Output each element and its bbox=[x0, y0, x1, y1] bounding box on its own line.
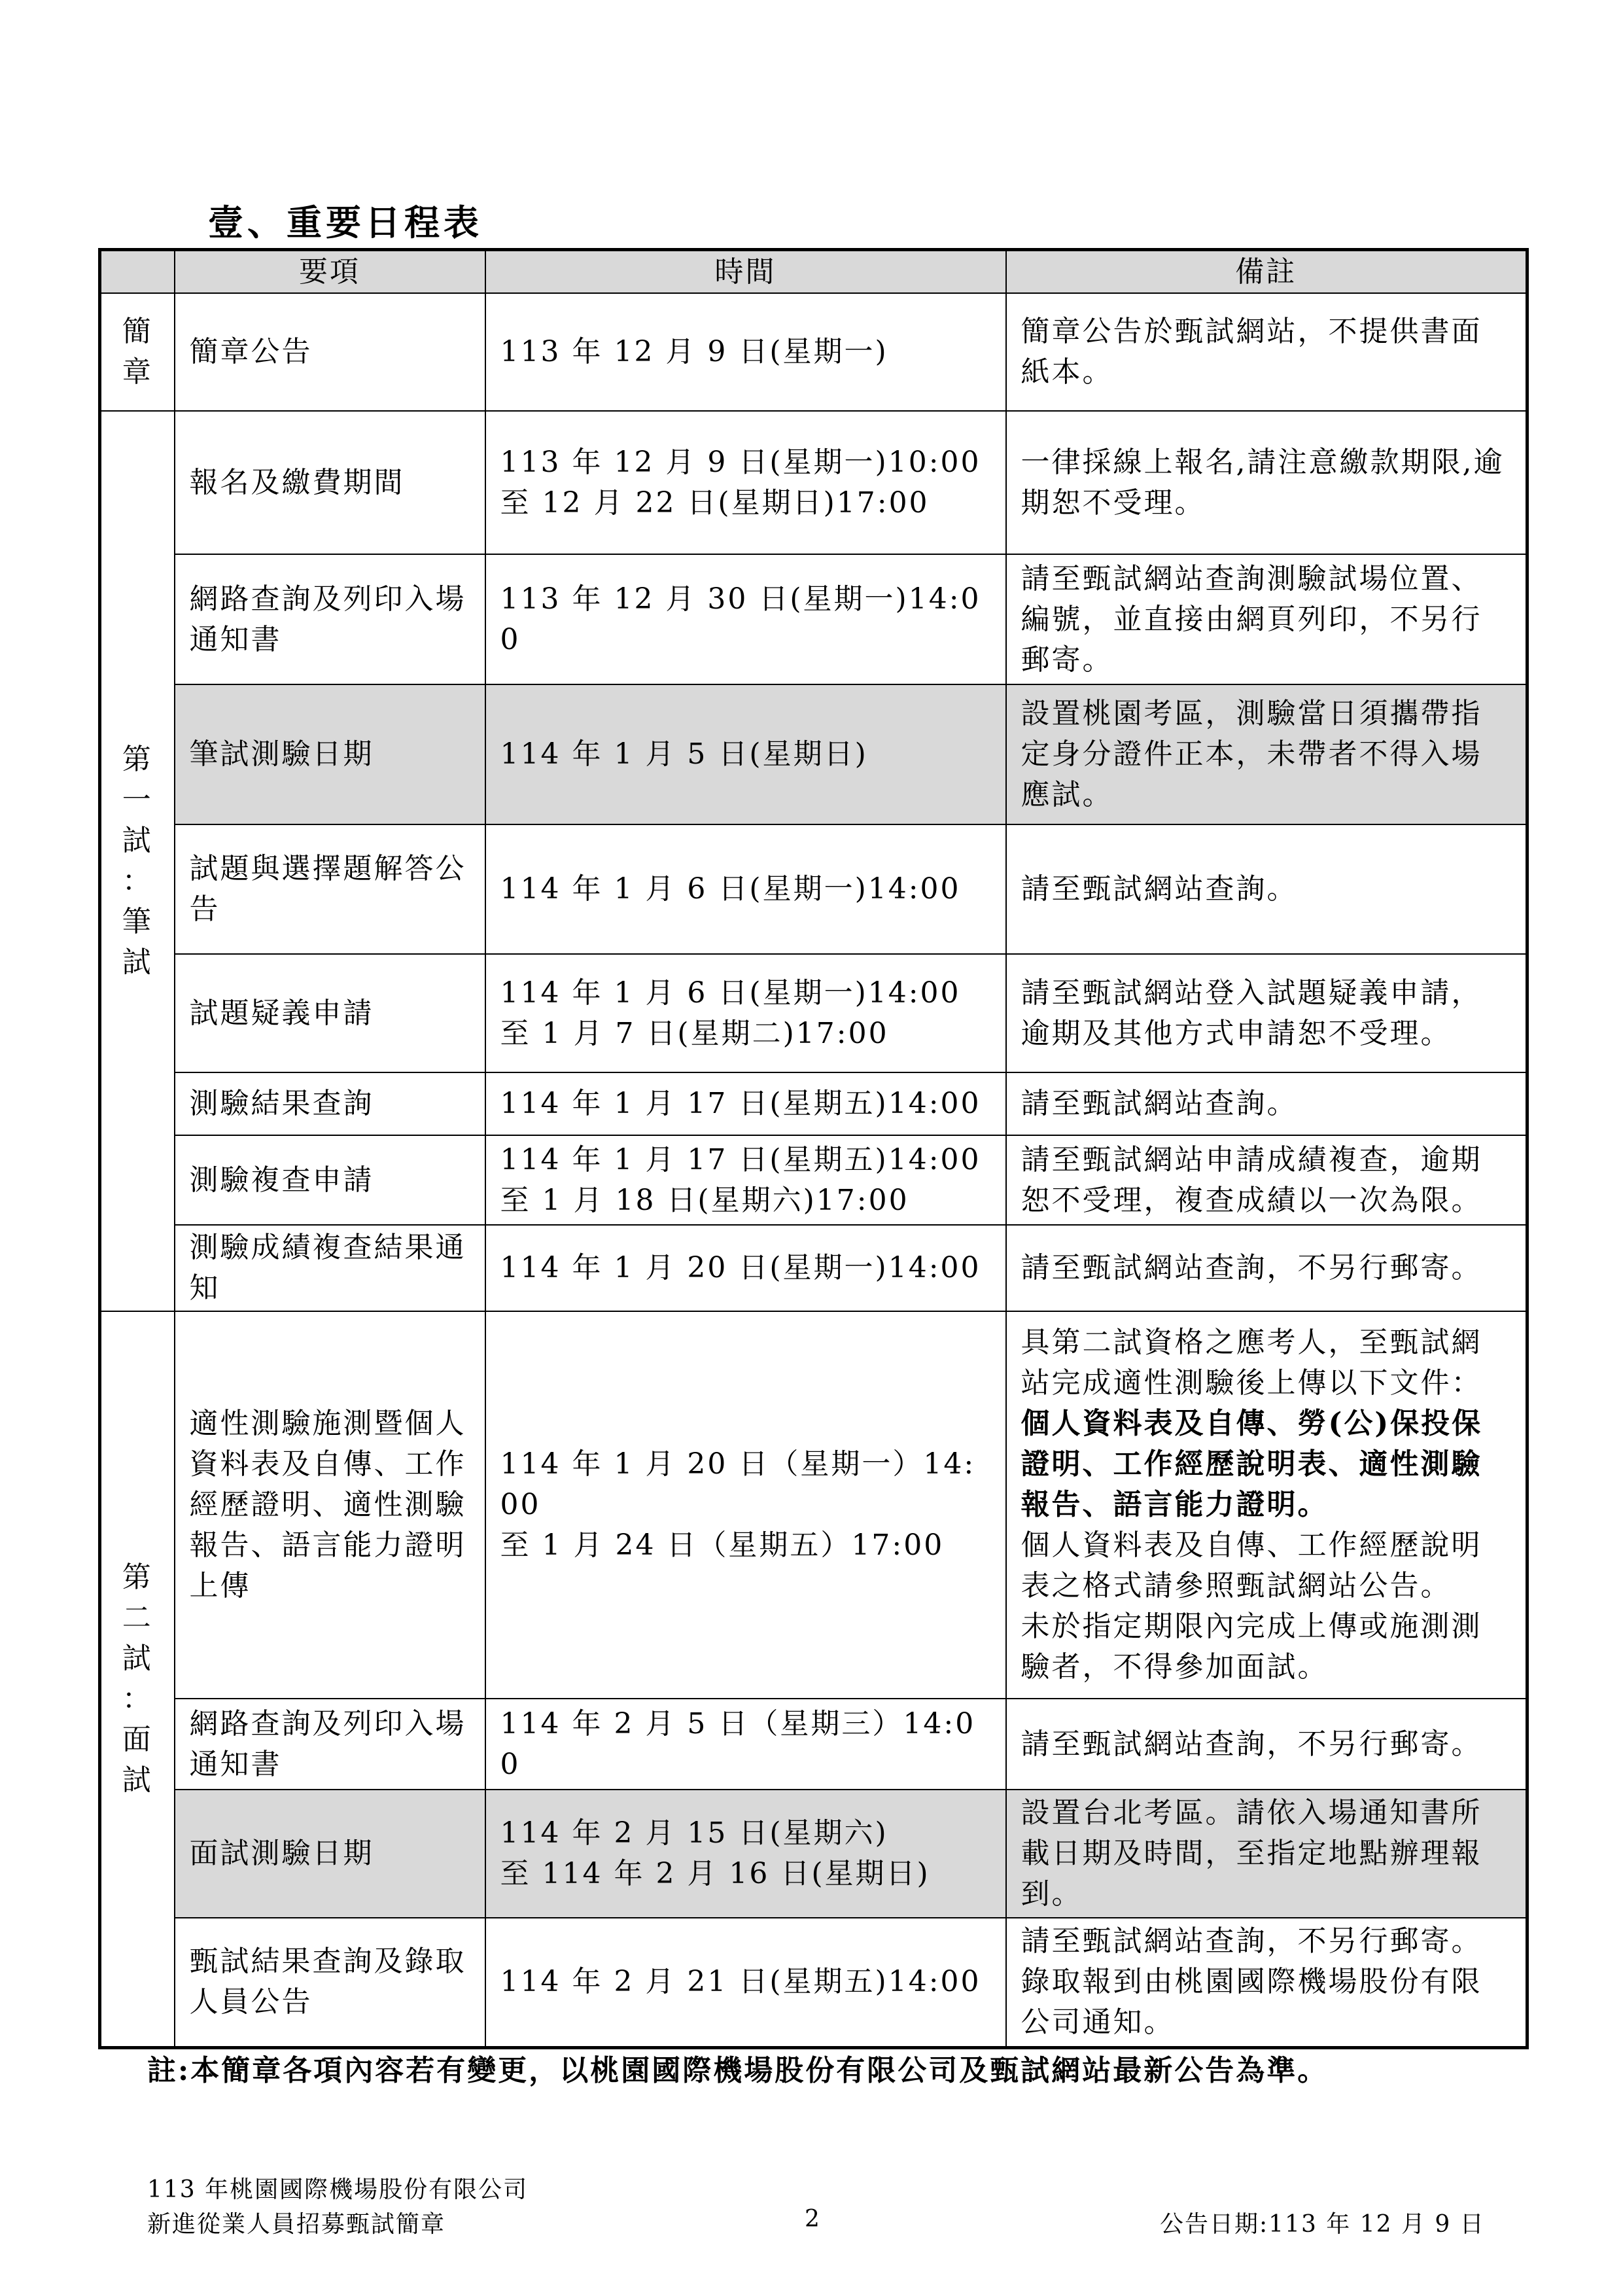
row-note bbox=[1006, 1072, 1527, 1135]
row-time bbox=[485, 1072, 1006, 1135]
row-time bbox=[485, 954, 1006, 1072]
row-time bbox=[485, 293, 1006, 411]
note-line: 請至甄試網站查詢。 bbox=[1021, 1087, 1298, 1120]
page-number: 2 bbox=[805, 2206, 821, 2233]
time-line: 114 年 1 月 20 日(星期一)14:00 bbox=[500, 1251, 981, 1284]
row-time bbox=[485, 1918, 1006, 2047]
section-label: 第 二 試 ： 面 試 bbox=[122, 1560, 153, 1797]
time-line: 113 年 12 月 30 日(星期一)14:00 bbox=[500, 582, 981, 656]
note-line: 請至甄試網站申請成績複查，逾期恕不受理，複查成績以一次為限。 bbox=[1021, 1142, 1482, 1217]
header-blank bbox=[100, 250, 175, 294]
note-line: 錄取報到由桃園國際機場股份有限公司通知。 bbox=[1021, 1965, 1482, 2040]
table-header-row bbox=[100, 250, 1527, 294]
time-line: 114 年 1 月 17 日(星期五)14:00 bbox=[500, 1142, 981, 1176]
time-line: 114 年 2 月 15 日(星期六) bbox=[500, 1816, 888, 1850]
row-note bbox=[1006, 554, 1527, 684]
time-line: 114 年 1 月 6 日(星期一)14:00 bbox=[500, 976, 961, 1010]
row-time bbox=[485, 1135, 1006, 1225]
row-note bbox=[1006, 1135, 1527, 1225]
row-item: 面試測驗日期 bbox=[175, 1790, 485, 1918]
note-line: 請至甄試網站查詢，不另行郵寄。 bbox=[1021, 1727, 1482, 1761]
section-label: 第 一 試 ： 筆 試 bbox=[122, 743, 153, 979]
table-row bbox=[100, 1699, 1527, 1790]
row-time bbox=[485, 1699, 1006, 1790]
table-row bbox=[100, 824, 1527, 954]
schedule-table bbox=[98, 248, 1529, 2049]
row-time bbox=[485, 1225, 1006, 1311]
row-item: 甄試結果查詢及錄取人員公告 bbox=[175, 1918, 485, 2047]
note-line: 請至甄試網站查詢測驗試場位置、編號，並直接由網頁列印，不另行郵寄。 bbox=[1021, 561, 1482, 677]
row-note bbox=[1006, 1225, 1527, 1311]
table-row bbox=[100, 684, 1527, 824]
row-item: 適性測驗施測暨個人資料表及自傳、工作經歷證明、適性測驗報告、語言能力證明上傳 bbox=[175, 1311, 485, 1699]
row-note bbox=[1006, 954, 1527, 1072]
row-item: 試題疑義申請 bbox=[175, 954, 485, 1072]
footer-date: 公告日期:113 年 12 月 9 日 bbox=[1160, 2211, 1485, 2238]
section-label: 簡 章 bbox=[122, 315, 153, 389]
table-row bbox=[100, 1135, 1527, 1225]
section-interview bbox=[100, 1311, 175, 2047]
row-note bbox=[1006, 1699, 1527, 1790]
note-line: 設置桃園考區，測驗當日須攜帶指定身分證件正本，未帶者不得入場應試。 bbox=[1021, 697, 1482, 811]
page-heading: 壹、重要日程表 bbox=[208, 202, 483, 243]
row-item: 報名及繳費期間 bbox=[175, 411, 485, 554]
footer-org: 113 年桃園國際機場股份有限公司 bbox=[147, 2176, 529, 2203]
time-line: 至 12 月 22 日(星期日)17:00 bbox=[500, 486, 930, 520]
table-row bbox=[100, 954, 1527, 1072]
row-item: 簡章公告 bbox=[175, 293, 485, 411]
table-row bbox=[100, 554, 1527, 684]
time-line: 114 年 1 月 5 日(星期日) bbox=[500, 737, 868, 771]
note-line: 請至甄試網站登入試題疑義申請，逾期及其他方式申請恕不受理。 bbox=[1021, 976, 1482, 1050]
row-item: 網路查詢及列印入場通知書 bbox=[175, 1699, 485, 1790]
header-note: 備註 bbox=[1006, 250, 1527, 294]
note-line: 個人資料表及自傳、工作經歷說明表之格式請參照甄試網站公告。 bbox=[1021, 1528, 1482, 1602]
table-row bbox=[100, 1311, 1527, 1699]
section-written-test bbox=[100, 411, 175, 1311]
time-line: 114 年 1 月 20 日（星期一）14:00 bbox=[500, 1447, 976, 1521]
note-line: 簡章公告於甄試網站，不提供書面紙本。 bbox=[1021, 315, 1482, 389]
row-note bbox=[1006, 293, 1527, 411]
note-line: 一律採線上報名,請注意繳款期限,逾期恕不受理。 bbox=[1021, 445, 1505, 520]
section-announcement bbox=[100, 293, 175, 411]
time-line: 114 年 1 月 6 日(星期一)14:00 bbox=[500, 872, 961, 906]
table-row bbox=[100, 1918, 1527, 2047]
note-line: 請至甄試網站查詢。 bbox=[1021, 872, 1298, 906]
row-time bbox=[485, 411, 1006, 554]
row-item: 測驗複查申請 bbox=[175, 1135, 485, 1225]
row-note bbox=[1006, 824, 1527, 954]
time-line: 113 年 12 月 9 日(星期一) bbox=[500, 335, 888, 368]
row-item: 網路查詢及列印入場通知書 bbox=[175, 554, 485, 684]
row-item: 測驗結果查詢 bbox=[175, 1072, 485, 1135]
table-row bbox=[100, 411, 1527, 554]
row-note bbox=[1006, 1311, 1527, 1699]
note-line: 未於指定期限內完成上傳或施測測驗者，不得參加面試。 bbox=[1021, 1610, 1482, 1684]
footer-doc-title: 新進從業人員招募甄試簡章 bbox=[147, 2211, 446, 2238]
row-time bbox=[485, 1311, 1006, 1699]
footnote: 註:本簡章各項內容若有變更，以桃園國際機場股份有限公司及甄試網站最新公告為準。 bbox=[147, 2054, 1329, 2087]
time-line: 至 1 月 24 日（星期五）17:00 bbox=[500, 1528, 945, 1562]
row-time bbox=[485, 684, 1006, 824]
row-note bbox=[1006, 1790, 1527, 1918]
row-time bbox=[485, 824, 1006, 954]
table-row bbox=[100, 1225, 1527, 1311]
note-line: 請至甄試網站查詢，不另行郵寄。 bbox=[1021, 1251, 1482, 1284]
table-row bbox=[100, 1072, 1527, 1135]
time-line: 114 年 2 月 5 日（星期三）14:00 bbox=[500, 1706, 976, 1781]
row-time bbox=[485, 554, 1006, 684]
note-line: 具第二試資格之應考人，至甄試網站完成適性測驗後上傳以下文件： bbox=[1021, 1326, 1482, 1400]
table-row bbox=[100, 293, 1527, 411]
time-line: 至 114 年 2 月 16 日(星期日) bbox=[500, 1857, 930, 1890]
row-item: 筆試測驗日期 bbox=[175, 684, 485, 824]
time-line: 114 年 2 月 21 日(星期五)14:00 bbox=[500, 1965, 981, 1999]
time-line: 至 1 月 18 日(星期六)17:00 bbox=[500, 1183, 909, 1217]
table-row bbox=[100, 1790, 1527, 1918]
row-item: 測驗成績複查結果通知 bbox=[175, 1225, 485, 1311]
note-line: 請至甄試網站查詢，不另行郵寄。 bbox=[1021, 1924, 1482, 1958]
row-note bbox=[1006, 684, 1527, 824]
row-note bbox=[1006, 1918, 1527, 2047]
row-note bbox=[1006, 411, 1527, 554]
row-time bbox=[485, 1790, 1006, 1918]
header-time: 時間 bbox=[485, 250, 1006, 294]
row-item: 試題與選擇題解答公告 bbox=[175, 824, 485, 954]
header-item: 要項 bbox=[175, 250, 485, 294]
time-line: 至 1 月 7 日(星期二)17:00 bbox=[500, 1016, 889, 1050]
note-line: 設置台北考區。請依入場通知書所載日期及時間，至指定地點辦理報到。 bbox=[1021, 1796, 1482, 1911]
note-line-bold: 個人資料表及自傳、勞(公)保投保證明、工作經歷說明表、適性測驗報告、語言能力證明。 bbox=[1021, 1407, 1483, 1521]
time-line: 114 年 1 月 17 日(星期五)14:00 bbox=[500, 1087, 981, 1120]
time-line: 113 年 12 月 9 日(星期一)10:00 bbox=[500, 445, 981, 479]
